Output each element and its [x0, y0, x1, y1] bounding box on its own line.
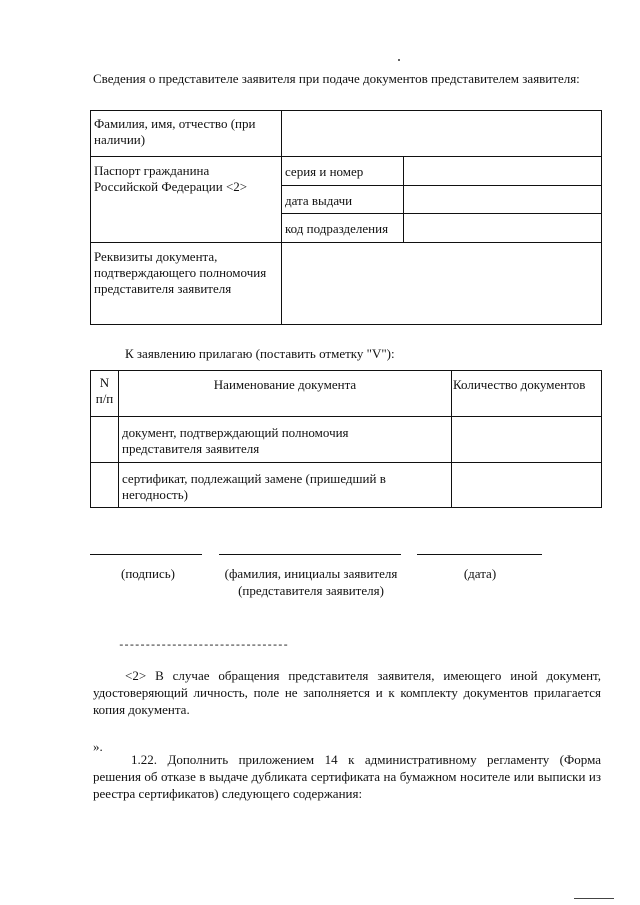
- attachment-row-2-name: сертификат, подлежащий замене (пришедший в негодность): [122, 471, 386, 502]
- fio-value-field[interactable]: [283, 112, 599, 154]
- intro-paragraph: Сведения о представителе заявителя при подаче документов представителем заявителя:: [93, 71, 580, 86]
- passport-label: Паспорт гражданина Российской Федерации <2>: [94, 163, 248, 194]
- footnote-separator: --------------------------------: [118, 640, 288, 652]
- issue-date-value-field[interactable]: [405, 187, 599, 211]
- requisites-value-field[interactable]: [283, 244, 599, 322]
- series-label: серия и номер: [285, 164, 364, 179]
- signature-caption: (подпись): [121, 566, 175, 581]
- col-number-header: N п/п: [95, 375, 114, 406]
- amendment-paragraph: 1.22. Дополнить приложением 14 к административному регламенту (Форма решения об отказе в выдаче дубликата сертификата на бумажном носителе или выписки из реестра сертификатов) следующего содержания:: [93, 752, 601, 801]
- attachment-row-1-name: документ, подтверждающий полномочия представителя заявителя: [122, 425, 349, 456]
- signature-line[interactable]: [90, 554, 202, 555]
- footnote-text: <2> В случае обращения представителя заявителя, имеющего иной документ, удостоверяющий личность, поле не заполняется и к комплекту документов прилагается копия документа.: [93, 668, 601, 717]
- scan-mark-bottom: [574, 898, 614, 899]
- closing-quote: ».: [93, 739, 103, 754]
- col-name-header: Наименование документа: [213, 377, 357, 392]
- attachment-row-1-mark[interactable]: [92, 418, 116, 460]
- attachment-row-1-quantity[interactable]: [453, 418, 599, 460]
- attachment-row-2-mark[interactable]: [92, 464, 116, 505]
- date-line[interactable]: [417, 554, 542, 555]
- name-line[interactable]: [219, 554, 401, 555]
- dept-code-value-field[interactable]: [405, 215, 599, 240]
- dept-code-label: код подразделения: [285, 221, 389, 236]
- issue-date-label: дата выдачи: [285, 193, 353, 208]
- name-caption: (фамилия, инициалы заявителя (представителя заявителя): [224, 566, 398, 598]
- scan-mark: [398, 59, 400, 61]
- attachments-heading: К заявлению прилагаю (поставить отметку "V"):: [125, 346, 395, 361]
- col-quantity-header: Количество документов: [453, 377, 586, 392]
- attachment-row-2-quantity[interactable]: [453, 464, 599, 505]
- fio-label: Фамилия, имя, отчество (при наличии): [94, 116, 256, 147]
- date-caption: (дата): [463, 566, 497, 581]
- requisites-label: Реквизиты документа, подтверждающего полномочия представителя заявителя: [94, 249, 267, 296]
- series-value-field[interactable]: [405, 158, 599, 183]
